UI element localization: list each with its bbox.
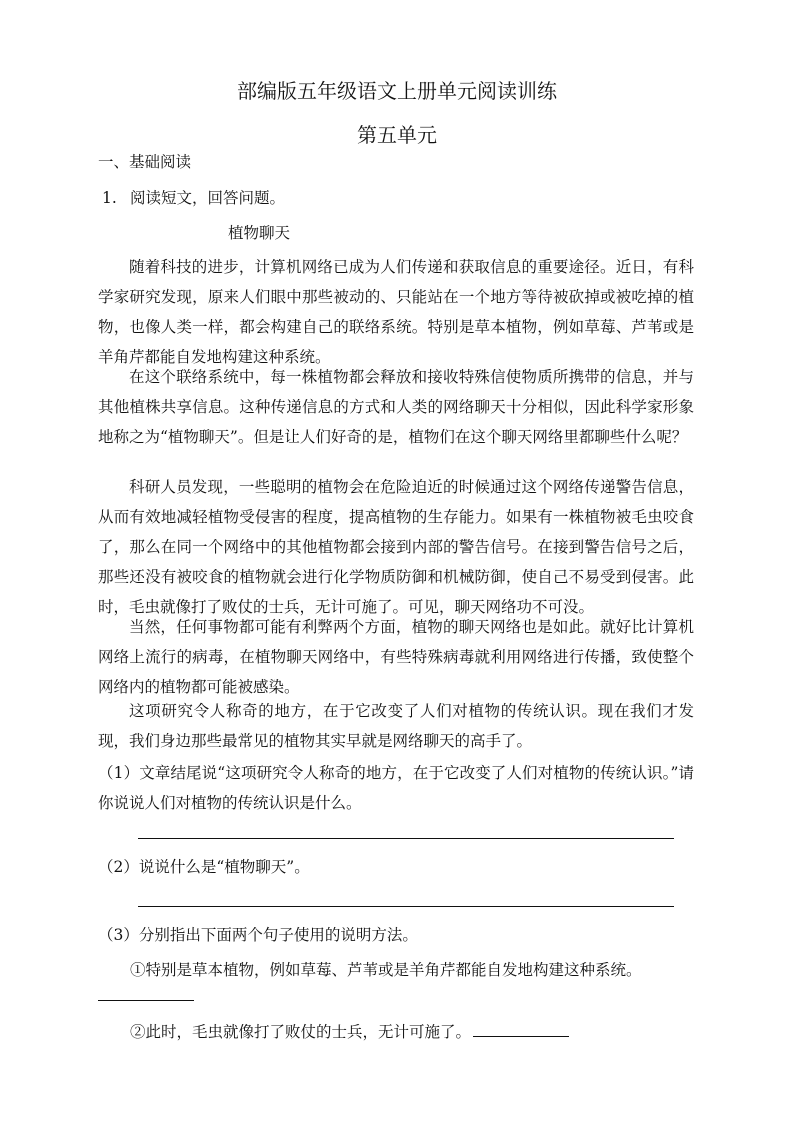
answer-line-3-1[interactable]	[98, 1000, 194, 1001]
passage-paragraph-4: 当然，任何事物都可能有利弊两个方面，植物的聊天网络也是如此。就好比计算机网络上流行的病毒，在植物聊天网络中，有些特殊病毒就利用网络进行传播，致使整个网络内的植物都可能被感染。	[98, 618, 694, 696]
question-3: （3）分别指出下面两个句子使用的说明方法。	[98, 926, 418, 944]
question-3-sentence-1: ①特别是草本植物，例如草莓、芦苇或是羊角芹都能自发地构建这种系统。	[130, 961, 642, 979]
question-3-sentence-2-row	[130, 1018, 569, 1044]
section-heading: 一、基础阅读	[98, 153, 192, 171]
question-instruction: 阅读短文，回答问题。	[130, 189, 286, 207]
question-3-sentence-2: ②此时，毛虫就像打了败仗的士兵，无计可施了。	[130, 1023, 472, 1041]
question-number: 1.	[102, 189, 117, 207]
unit-title: 第五单元	[357, 123, 437, 147]
passage-paragraph-3: 科研人员发现，一些聪明的植物会在危险迫近的时候通过这个网络传递警告信息，从而有效地减轻植物受侵害的程度，提高植物的生存能力。如果有一株植物被毛虫咬食了，那么在同一个网络中的其他植物都会接到内部的警告信号。在接到警告信号之后，那些还没有被咬食的植物就会进行化学物质防御和机械防御，使自己不易受到侵害。此时，毛虫就像打了败仗的士兵，无计可施了。可见，聊天网络功不可没。	[98, 478, 694, 616]
answer-line-2[interactable]	[138, 906, 674, 907]
passage-paragraph-1: 随着科技的进步，计算机网络已成为人们传递和获取信息的重要途径。近日，有科学家研究发现，原来人们眼中那些被动的、只能站在一个地方等待被砍掉或被吃掉的植物，也像人类一样，都会构建自己的联络系统。特别是草本植物，例如草莓、芦苇或是羊角芹都能自发地构建这种系统。	[98, 258, 694, 366]
passage-paragraph-2: 在这个联络系统中，每一株植物都会释放和接收特殊信使物质所携带的信息，并与其他植株共享信息。这种传递信息的方式和人类的网络聊天十分相似，因此科学家形象地称之为“植物聊天”。但是让人们好奇的是，植物们在这个聊天网络里都聊些什么呢？	[98, 368, 694, 446]
answer-line-3-2[interactable]	[473, 1018, 569, 1037]
answer-line-1[interactable]	[138, 838, 674, 839]
passage-title: 植物聊天	[228, 224, 291, 242]
question-1: （1）文章结尾说“这项研究令人称奇的地方，在于它改变了人们对植物的传统认识。”请你说说人们对植物的传统认识是什么。	[98, 764, 694, 812]
passage-paragraph-5: 这项研究令人称奇的地方，在于它改变了人们对植物的传统认识。现在我们才发现，我们身边那些最常见的植物其实早就是网络聊天的高手了。	[98, 702, 694, 750]
document-title: 部编版五年级语文上册单元阅读训练	[237, 79, 557, 103]
question-2: （2）说说什么是“植物聊天”。	[98, 858, 310, 876]
